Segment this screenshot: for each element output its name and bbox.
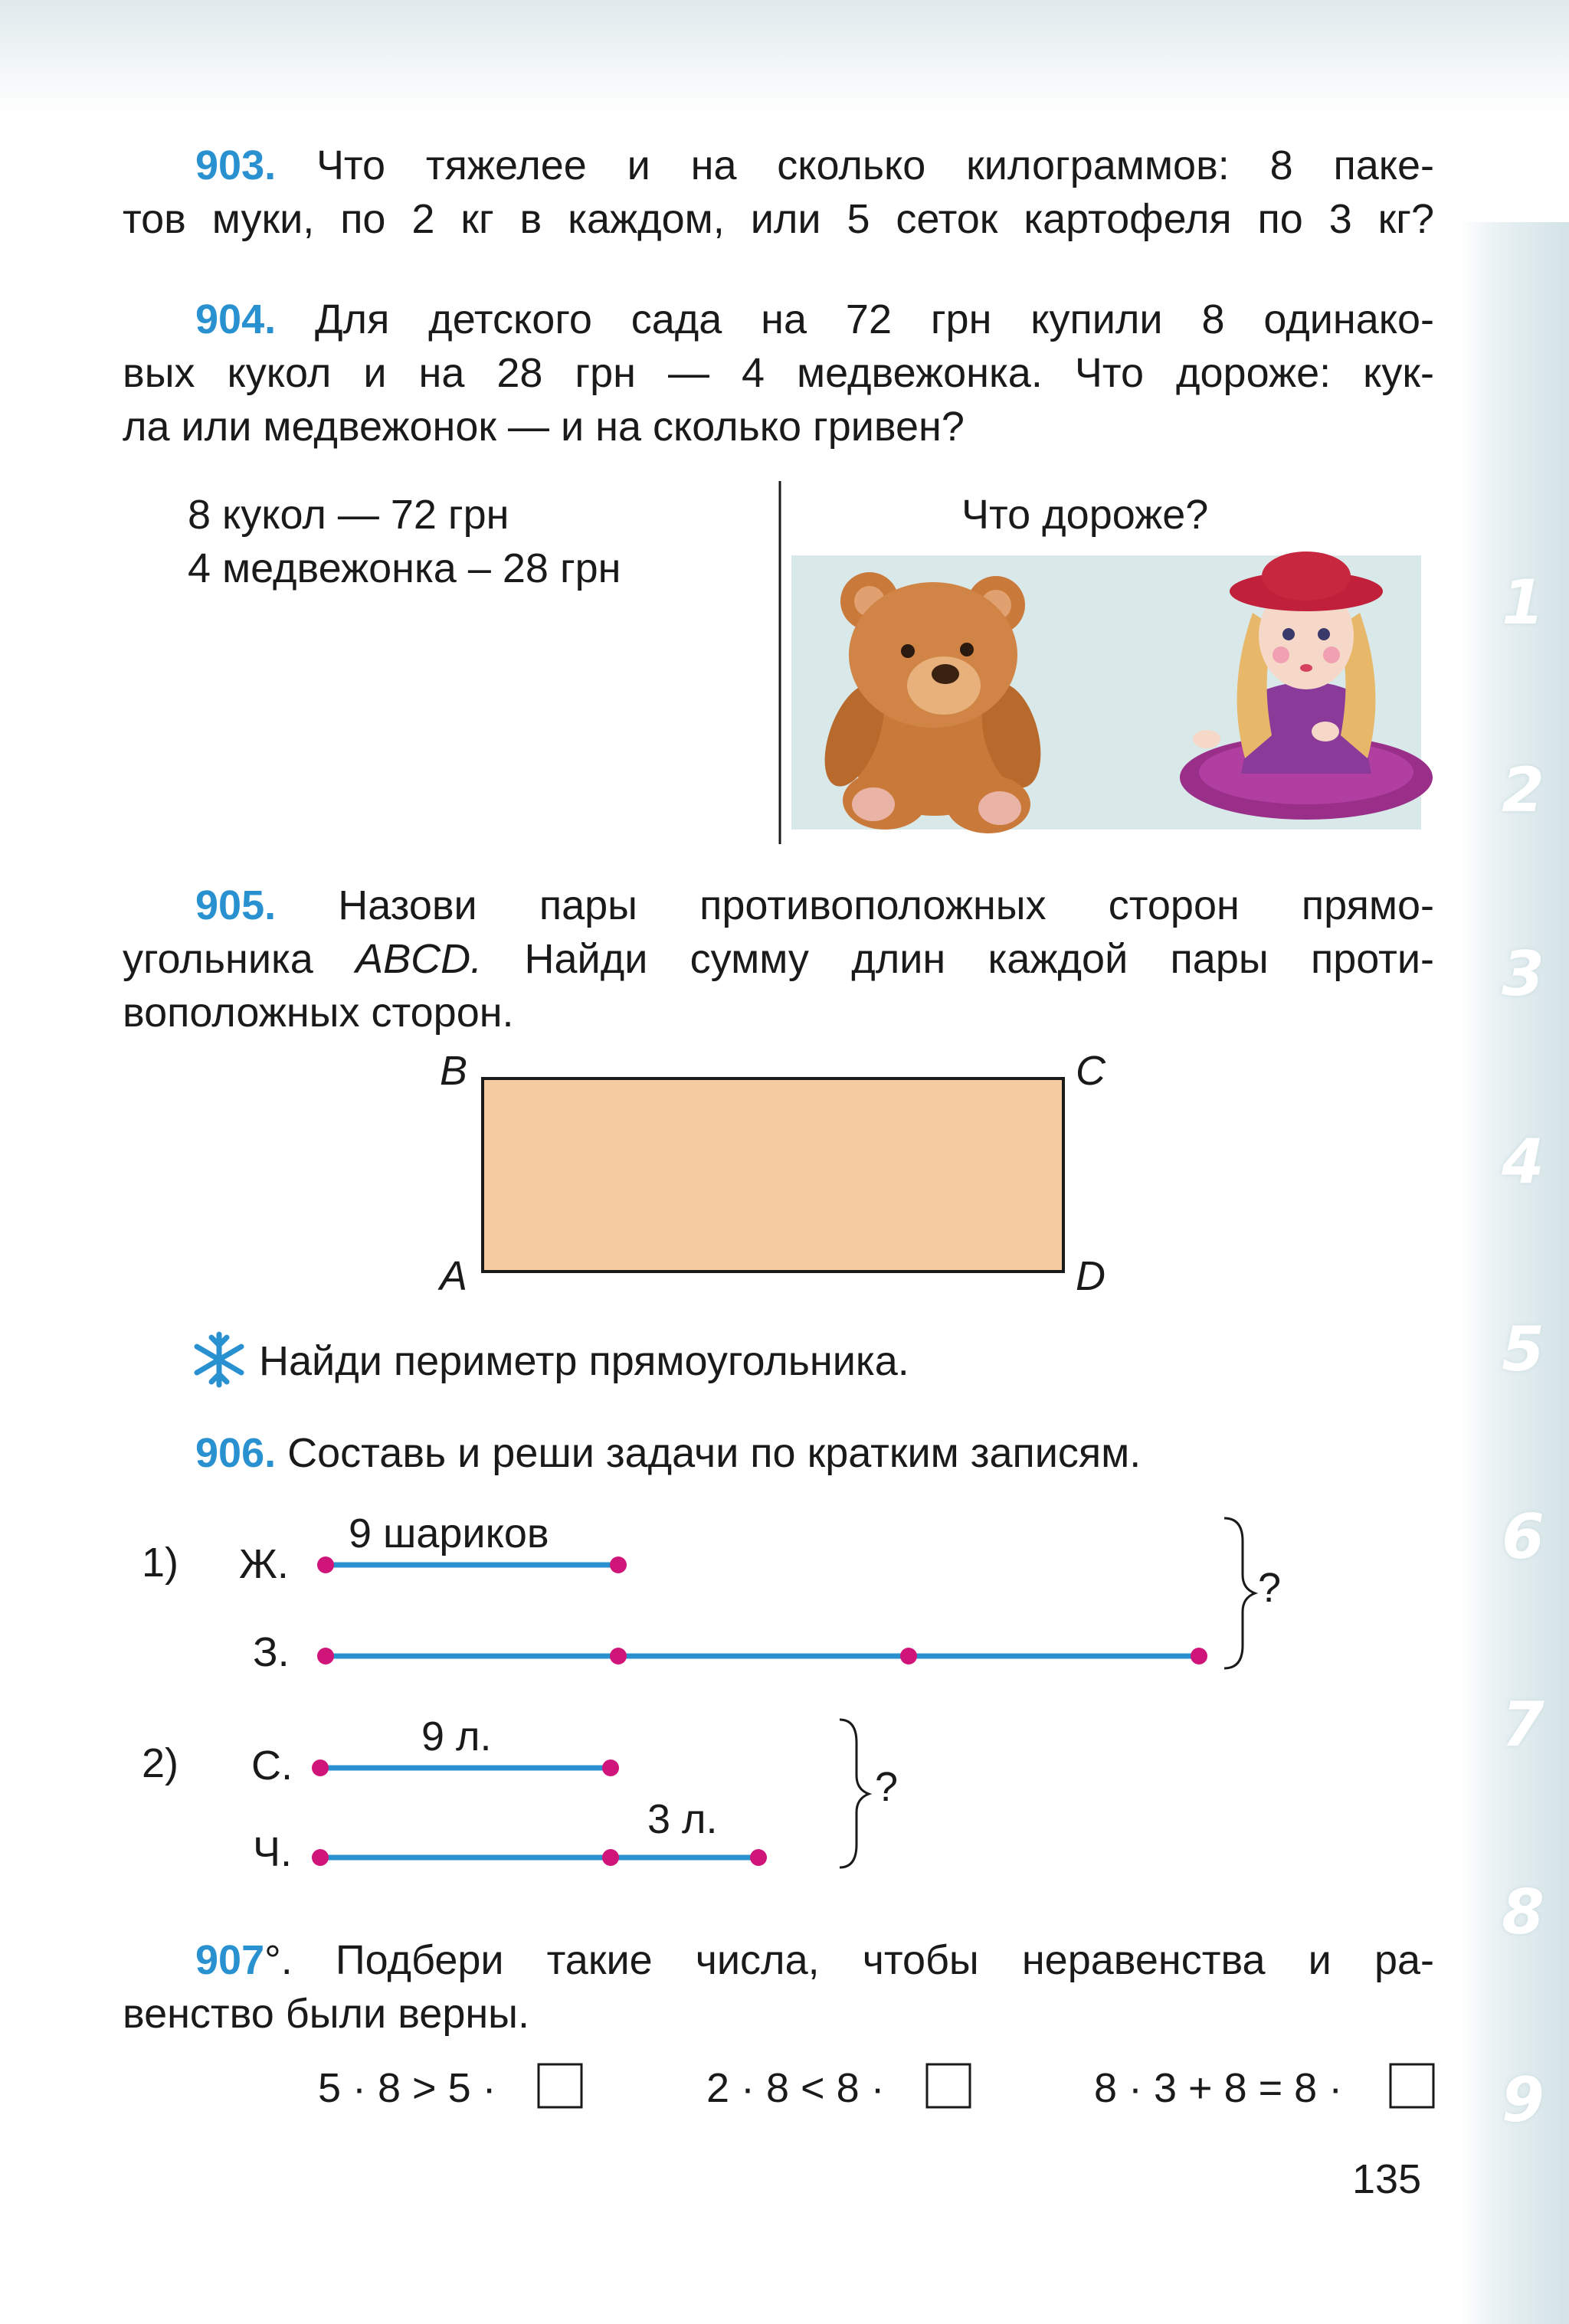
- teddy-bear-icon: [813, 572, 1051, 833]
- problem-907-line1: 907°. Подбери такие числа, чтобы неравенства и ра-: [195, 1937, 1434, 1983]
- rectangle-abcd: [483, 1079, 1063, 1272]
- row-z-label: З.: [253, 1629, 290, 1675]
- side-tab-6: 6: [1502, 1501, 1544, 1573]
- dot: [317, 1648, 334, 1664]
- side-tab-3: 3: [1502, 938, 1544, 1010]
- expression-3: 8 · 3 + 8 = 8 ·: [1094, 2065, 1343, 2111]
- item-1-label: 1): [142, 1540, 179, 1586]
- toys-illustration: [791, 552, 1433, 833]
- brace-1: [1224, 1518, 1255, 1668]
- segment-3-l-label: 3 л.: [647, 1796, 718, 1842]
- answer-box-3[interactable]: [1390, 2064, 1433, 2107]
- dot: [900, 1648, 917, 1664]
- dot: [602, 1849, 619, 1866]
- row-zh-label: Ж.: [239, 1541, 289, 1587]
- segment-9-l-label: 9 л.: [421, 1714, 492, 1759]
- problem-904-question: Что дороже?: [961, 492, 1209, 538]
- side-tab-2: 2: [1502, 754, 1544, 826]
- problem-906-number: 906.: [195, 1430, 277, 1476]
- dot: [602, 1759, 619, 1776]
- brace-2: [840, 1720, 869, 1867]
- problem-904-bears: 4 медвежонка – 28 грн: [188, 545, 621, 591]
- row-ch-label: Ч.: [253, 1829, 292, 1875]
- problem-905-line3: воположных сторон.: [123, 990, 514, 1036]
- problem-904-line3: ла или медвежонок — и на сколько гривен?: [123, 404, 965, 450]
- vertex-c-label: C: [1076, 1048, 1106, 1094]
- segment-9-balls-label: 9 шариков: [349, 1511, 549, 1556]
- side-tab-5: 5: [1502, 1314, 1544, 1385]
- problem-904-line2: вых кукол и на 28 грн — 4 медвежонка. Что дороже: кук-: [123, 350, 1434, 396]
- side-tab-8: 8: [1502, 1877, 1544, 1948]
- snowflake-icon: [197, 1334, 241, 1385]
- side-tab-4: 4: [1502, 1126, 1544, 1197]
- problem-903-line2: тов муки, по 2 кг в каждом, или 5 сеток картофеля по 3 кг?: [123, 196, 1434, 242]
- problem-903-line1: 903. Что тяжелее и на сколько килограммов: 8 паке-: [195, 142, 1434, 188]
- vertex-b-label: B: [440, 1048, 468, 1094]
- expression-2: 2 · 8 < 8 ·: [706, 2065, 885, 2111]
- dot: [610, 1556, 627, 1573]
- vertex-d-label: D: [1076, 1253, 1106, 1299]
- problem-905-line2: угольника ABCD. Найди сумму длин каждой пары проти-: [123, 936, 1434, 982]
- dot: [750, 1849, 767, 1866]
- dot: [312, 1759, 329, 1776]
- question-mark-1: ?: [1258, 1565, 1282, 1611]
- answer-box-1[interactable]: [539, 2064, 581, 2107]
- item-2-label: 2): [142, 1740, 179, 1786]
- problem-907-line2: венство были верны.: [123, 1991, 529, 2037]
- problem-903-number: 903.: [195, 142, 277, 188]
- dot: [312, 1849, 329, 1866]
- problem-905-extra: Найди периметр прямоугольника.: [259, 1338, 909, 1384]
- dot: [317, 1556, 334, 1573]
- problem-905-number: 905.: [195, 882, 277, 928]
- problem-904-dolls: 8 кукол — 72 грн: [188, 492, 509, 538]
- vertex-a-label: A: [440, 1253, 468, 1299]
- problem-904-number: 904.: [195, 296, 277, 342]
- dot: [1191, 1648, 1207, 1664]
- problem-907-number: 907: [195, 1937, 265, 1983]
- row-s-label: С.: [251, 1743, 293, 1789]
- segment-diagram: [312, 1518, 1255, 1867]
- page-number: 135: [1352, 2156, 1422, 2202]
- side-tab-1: 1: [1502, 567, 1544, 638]
- dot: [610, 1648, 627, 1664]
- question-mark-2: ?: [875, 1764, 899, 1810]
- problem-905-line1: 905. Назови пары противоположных сторон прямо-: [195, 882, 1434, 928]
- problem-906-line1: 906. Составь и реши задачи по кратким записям.: [195, 1430, 1142, 1476]
- expression-1: 5 · 8 > 5 ·: [318, 2065, 496, 2111]
- problem-904-line1: 904. Для детского сада на 72 грн купили 8 одинако-: [195, 296, 1434, 342]
- side-tab-7: 7: [1502, 1689, 1544, 1760]
- side-tab-9: 9: [1502, 2064, 1544, 2136]
- answer-box-2[interactable]: [927, 2064, 970, 2107]
